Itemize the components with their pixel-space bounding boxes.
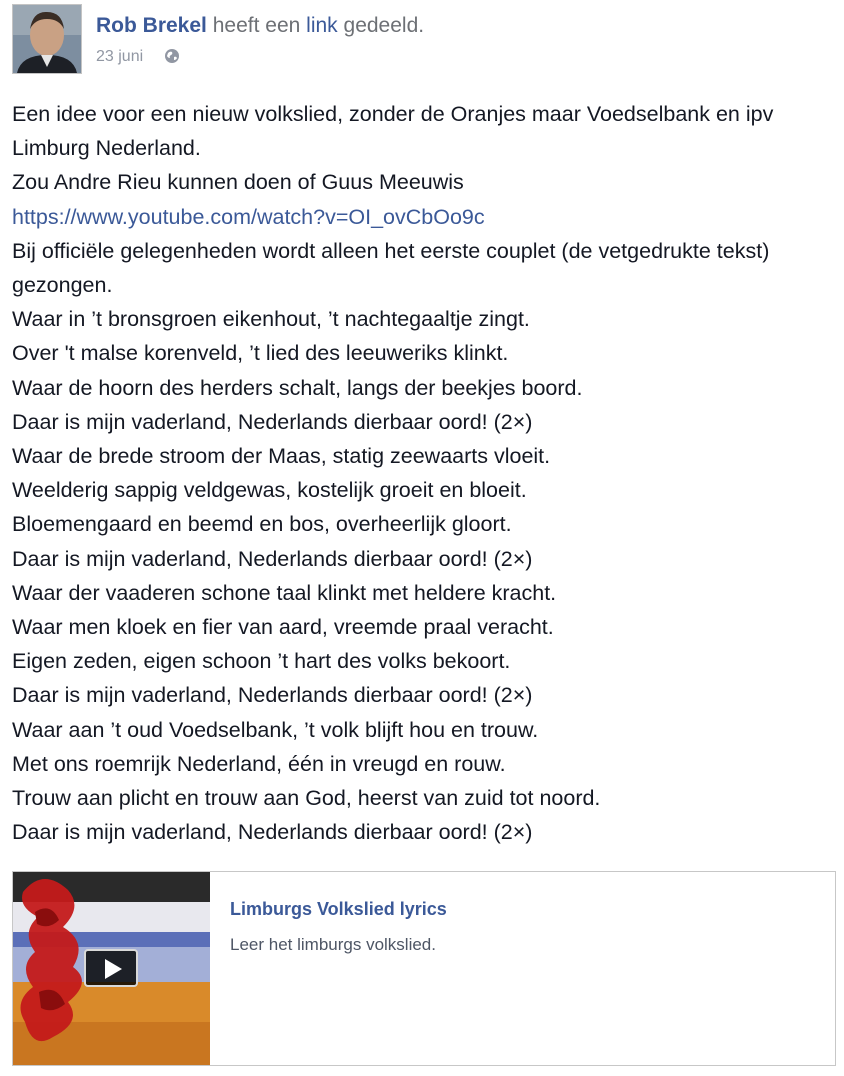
attachment-title[interactable]: Limburgs Volkslied lyrics bbox=[230, 899, 447, 919]
lyric-line: Bloemengaard en beemd en bos, overheerlijk gloort. bbox=[12, 512, 512, 537]
lyric-line: Daar is mijn vaderland, Nederlands dierbaar oord! (2×) bbox=[12, 409, 533, 434]
author-line bbox=[96, 14, 424, 38]
post-date[interactable]: 23 juni bbox=[96, 48, 144, 65]
shared-link-word[interactable]: link bbox=[306, 14, 338, 37]
lyric-line: Waar in ’t bronsgroen eikenhout, ’t nachtegaaltje zingt. bbox=[12, 307, 530, 332]
post-meta bbox=[96, 48, 180, 69]
lyric-line: Daar is mijn vaderland, Nederlands dierbaar oord! (2×) bbox=[12, 546, 533, 571]
lyric-line: Waar der vaaderen schone taal klinkt met heldere kracht. bbox=[12, 580, 557, 605]
post-note: Bij officiële gelegenheden wordt alleen het eerste couplet (de vetgedrukte tekst) gezongen. bbox=[12, 238, 770, 298]
lyric-line: Weelderig sappig veldgewas, kostelijk groeit en bloeit. bbox=[12, 478, 527, 503]
youtube-link[interactable]: https://www.youtube.com/watch?v=OI_ovCbOo9c bbox=[12, 204, 485, 229]
lyric-line: Waar de brede stroom der Maas, statig zeewaarts vloeit. bbox=[12, 444, 551, 469]
post-intro: Een idee voor een nieuw volkslied, zonder de Oranjes maar Voedselbank en ipv Limburg Nederland. bbox=[12, 102, 774, 161]
author-name[interactable]: Rob Brekel bbox=[96, 14, 207, 37]
lyric-line: Waar de hoorn des herders schalt, langs der beekjes boord. bbox=[12, 375, 583, 400]
lyric-line: Met ons roemrijk Nederland, één in vreugd en rouw. bbox=[12, 751, 506, 776]
post-body bbox=[12, 97, 837, 849]
play-icon[interactable] bbox=[84, 949, 138, 987]
action-prefix: heeft een bbox=[212, 14, 301, 37]
post-suggestion: Zou Andre Rieu kunnen doen of Guus Meeuwis bbox=[12, 170, 464, 195]
action-suffix: gedeeld. bbox=[343, 14, 425, 37]
lyric-line: Waar men kloek en fier van aard, vreemde praal veracht. bbox=[12, 615, 554, 640]
globe-icon[interactable] bbox=[164, 48, 180, 69]
video-thumbnail[interactable] bbox=[13, 872, 210, 1065]
avatar[interactable] bbox=[12, 4, 82, 74]
lyric-line: Eigen zeden, eigen schoon ’t hart des volks bekoort. bbox=[12, 649, 511, 674]
lyric-line: Over 't malse korenveld, ’t lied des leeuweriks klinkt. bbox=[12, 341, 509, 366]
link-attachment-card[interactable] bbox=[12, 871, 836, 1066]
lyric-line: Trouw aan plicht en trouw aan God, heerst van zuid tot noord. bbox=[12, 786, 601, 811]
lyric-line: Daar is mijn vaderland, Nederlands dierbaar oord! (2×) bbox=[12, 820, 533, 845]
attachment-description: Leer het limburgs volkslied. bbox=[230, 935, 436, 954]
post-header bbox=[12, 4, 832, 74]
lyric-line: Daar is mijn vaderland, Nederlands dierbaar oord! (2×) bbox=[12, 683, 533, 708]
lyric-line: Waar aan ’t oud Voedselbank, ’t volk blijft hou en trouw. bbox=[12, 717, 539, 742]
